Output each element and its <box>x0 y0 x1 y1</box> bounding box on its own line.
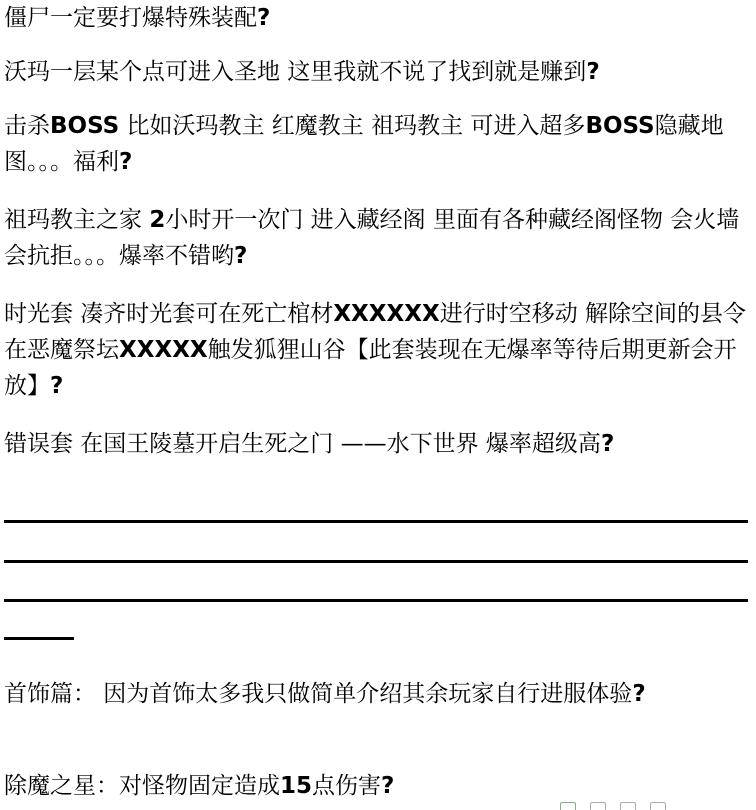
divider-line <box>4 520 748 523</box>
divider-line <box>4 599 748 602</box>
text-run: 沃玛一层某个点可进入圣地 这里我就不说了找到就是赚到 <box>4 59 587 85</box>
text-run-bold: BOSS <box>585 113 655 139</box>
text-run: 比如沃玛教主 红魔教主 祖玛教主 可进入超多 <box>119 113 586 139</box>
app-icon[interactable] <box>560 802 576 810</box>
text-run: 隐藏地图。。。福利 <box>4 113 724 175</box>
paragraph-woma-sanctuary <box>4 54 600 90</box>
text-run-bold: ? <box>257 5 271 31</box>
text-run: 击杀 <box>4 113 50 139</box>
divider-line-short <box>4 637 74 640</box>
app-icon[interactable] <box>590 802 606 810</box>
text-run-bold: ? <box>632 681 646 707</box>
text-run-bold: ? <box>50 373 64 399</box>
text-run: 除魔之星：对怪物固定造成 <box>4 773 280 799</box>
text-run-bold: ? <box>119 149 133 175</box>
paragraph-boss-hidden-maps <box>4 108 752 180</box>
text-run: 进行时空移动 解除空间的县令 在恶魔祭坛 <box>4 301 747 363</box>
paragraph-error-set <box>4 426 614 462</box>
text-run: 点伤害 <box>312 773 382 799</box>
text-run-bold: XXXXX <box>119 337 208 363</box>
text-run-bold: ? <box>586 59 600 85</box>
app-icon[interactable] <box>650 802 666 810</box>
paragraph-zuma-home <box>4 202 752 274</box>
text-run: 错误套 在国王陵墓开启生死之门 ——水下世界 爆率超级高 <box>4 431 601 457</box>
text-run-bold: BOSS <box>50 113 120 139</box>
text-run-bold: ? <box>234 243 248 269</box>
text-run: 首饰篇： 因为首饰太多我只做简单介绍其余玩家自行进服体验 <box>4 681 633 707</box>
paragraph-jewelry-section <box>4 676 646 712</box>
text-run-bold: 15 <box>280 773 313 799</box>
paragraph-zombie-gear <box>4 0 270 36</box>
text-run-bold: ? <box>600 431 615 457</box>
text-run: 触发狐狸山谷【此套装现在无爆率等待后期更新会开放】 <box>4 337 737 399</box>
text-run: 祖玛教主之家 <box>4 207 150 233</box>
divider-line <box>4 560 748 563</box>
text-run: 僵尸一定要打爆特殊装配 <box>4 5 257 31</box>
text-run-bold: 2 <box>149 207 166 233</box>
paragraph-demon-star <box>4 768 394 804</box>
app-icon[interactable] <box>620 802 636 810</box>
text-run: 小时开一次门 进入藏经阁 里面有各种藏经阁怪物 会火墙 会抗拒。。。爆率不错哟 <box>4 207 740 269</box>
text-run-bold: ? <box>381 773 395 799</box>
text-run-bold: XXXXXX <box>333 301 440 327</box>
text-run: 时光套 凑齐时光套可在死亡棺材 <box>4 301 334 327</box>
paragraph-time-set <box>4 296 752 404</box>
taskbar-strip <box>560 802 756 810</box>
